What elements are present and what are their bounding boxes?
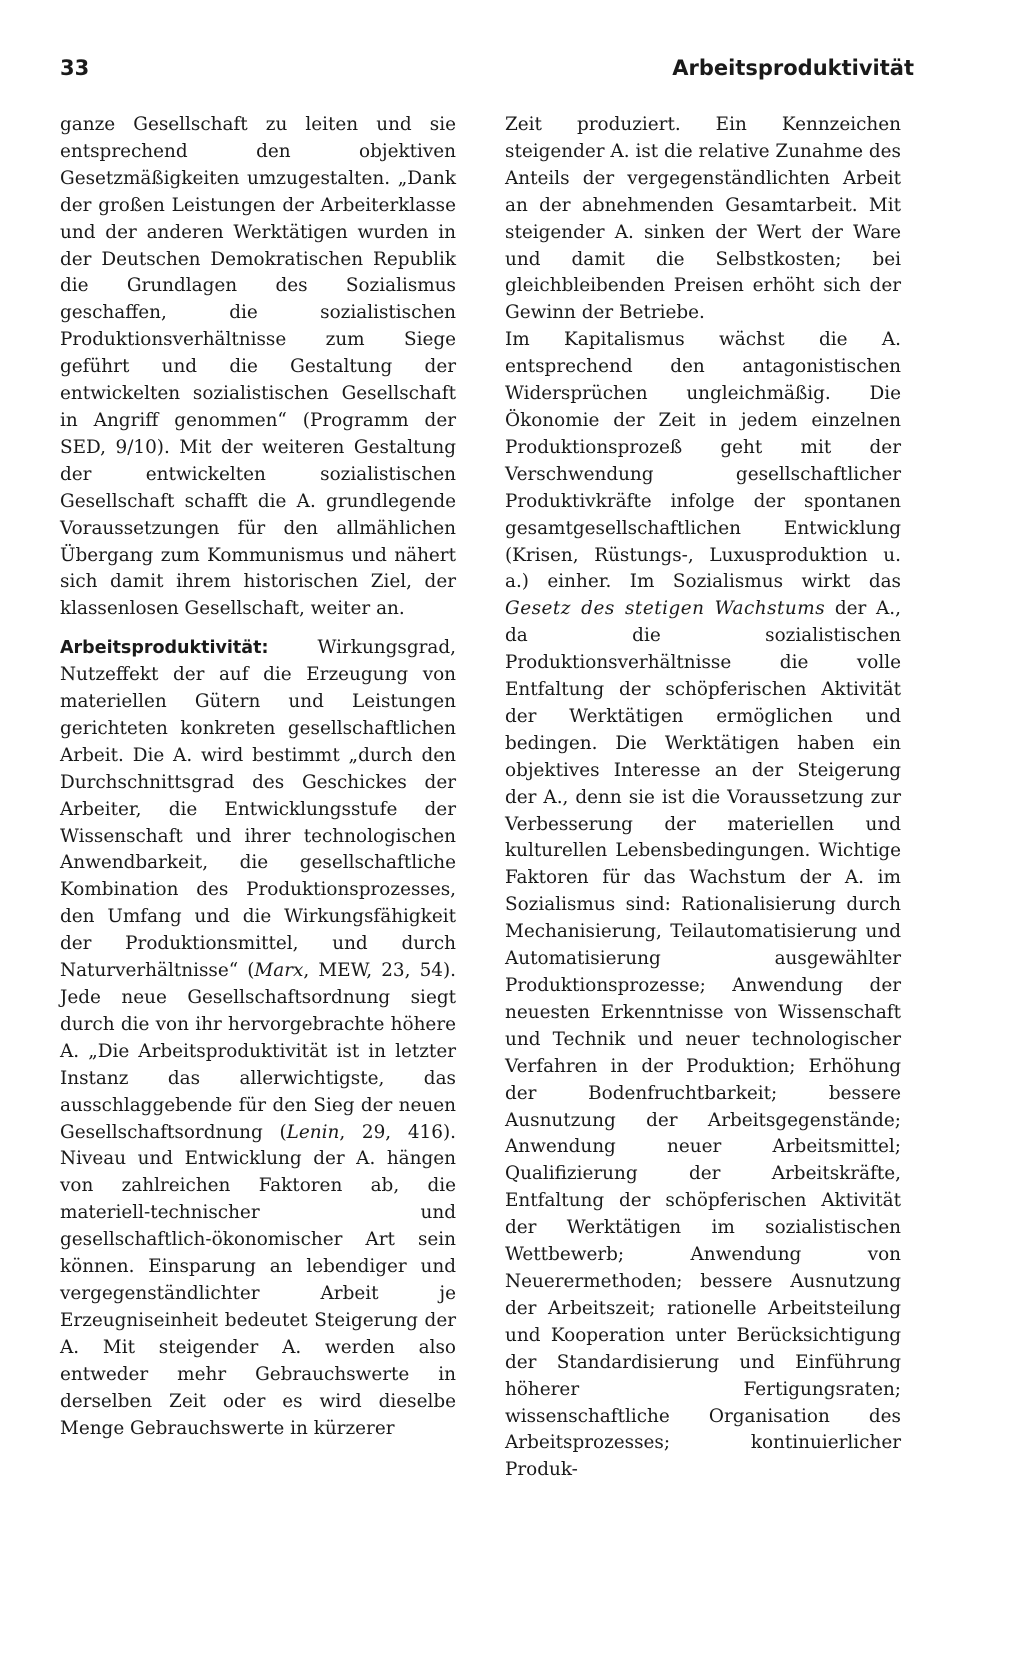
cross-reference-law: Gesetz des stetigen Wachstums: [505, 598, 826, 620]
paragraph-1-text: Zeit produziert. Ein Kennzeichen steigender A. ist die relative Zunahme des Anteils der vergegenständlichten Arbeit an der abnehmenden Gesamtarbeit. Mit steigender A. sinken der Wert der Ware und damit die Selbstkosten; bei gleichbleibenden Preisen erhöht sich der Gewinn der Betriebe.: [505, 114, 901, 324]
reference-marx: Marx: [254, 960, 304, 982]
dictionary-entry: [60, 635, 456, 1442]
entry-text-part1: Wirkungsgrad, Nutzeffekt der auf die Erzeugung von materiellen Gütern und Leistungen gerichteten konkreten gesellschaftlichen Arbeit. Die A. wird bestimmt „durch den Durchschnittsgrad des Geschickes der Arbeiter, die Entwicklungsstufe der Wissenschaft und ihrer technologischen Anwendbarkeit, die gesellschaftliche Kombination des Produktionsprozesses, den Umfang und die Wirkungsfähigkeit der Produktionsmittel, und durch Naturverhältnisse“ (: [60, 637, 456, 982]
reference-lenin: Lenin: [286, 1121, 340, 1143]
running-head: Arbeitsproduktivität: [672, 56, 914, 80]
paragraph-2-text-b: der A., da die sozialistischen Produktionsverhältnisse die volle Entfaltung der schöpferischen Aktivität der Werktätigen ermöglichen und bedingen. Die Werktätigen haben ein objektives Interesse an der Steigerung der A., denn sie ist die Voraussetzung zur Verbesserung der materiellen und kulturellen Lebensbedingungen. Wichtige Faktoren für das Wachstum der A. im Sozialismus sind: Rationalisierung durch Mechanisierung, Teilautomatisierung und Automatisierung ausgewählter Produktionsprozesse; Anwendung der neuesten Erkenntnisse von Wissenschaft und Technik und neuer technologischer Verfahren in der Produktion; Erhöhung der Bodenfruchtbarkeit; bessere Ausnutzung der Arbeitsgegenstände; Anwendung neuer Arbeitsmittel; Qualifizierung der Arbeitskräfte, Entfaltung der schöpferischen Aktivität der Werktätigen im sozialistischen Wettbewerb; Anwendung von Neuerermethoden; bessere Ausnutzung der Arbeitszeit; rationelle Arbeitsteilung und Kooperation unter Berücksichtigung der Standardisierung und Einführung höherer Fertigungsraten; wissenschaftliche Organisation des Arbeitsprozesses; kontinuierlicher Produk-: [505, 598, 901, 1481]
paragraph-1: [505, 112, 901, 327]
paragraph-2-text-a: Im Kapitalismus wächst die A. entsprechend den antagonistischen Widersprüchen ungleichmäßig. Die Ökonomie der Zeit in jedem einzelnen Produktionsprozeß geht mit der Verschwendung gesellschaftlicher Produktivkräfte infolge der spontanen gesamtgesellschaftlichen Entwicklung (Krisen, Rüstungs-, Luxusproduktion u. a.) einher. Im Sozialismus wirkt das: [505, 329, 901, 593]
left-column: [60, 112, 456, 1442]
paragraph-2: [505, 327, 901, 1484]
entry-text-part3: , 29, 416). Niveau und Entwicklung der A. hängen von zahlreichen Faktoren ab, die materiell-technischer und gesellschaftlich-ökonomischer Art sein können. Einsparung an lebendiger und vergegenständlichter Arbeit je Erzeugniseinheit bedeutet Steigerung der A. Mit steigender A. werden also entweder mehr Gebrauchswerte in derselben Zeit oder es wird dieselbe Menge Gebrauchswerte in kürzerer: [60, 1121, 456, 1439]
page-number: 33: [60, 56, 90, 80]
page-header: [60, 56, 914, 92]
entry-lemma: Arbeitsproduktivität:: [60, 638, 269, 659]
continued-paragraph: [60, 112, 456, 623]
right-column: [505, 112, 901, 1484]
entry-text-part2: , MEW, 23, 54). Jede neue Gesellschaftsordnung siegt durch die von ihr hervorgebrachte höhere A. „Die Arbeitsproduktivität ist in letzter Instanz das allerwichtigste, das ausschlaggebende für den Sieg der neuen Gesellschaftsordnung (: [60, 960, 457, 1143]
continued-text: ganze Gesellschaft zu leiten und sie entsprechend den objektiven Gesetzmäßigkeiten umzugestalten. „Dank der großen Leistungen der Arbeiterklasse und der anderen Werktätigen wurden in der Deutschen Demokratischen Republik die Grundlagen des Sozialismus geschaffen, die sozialistischen Produktionsverhältnisse zum Siege geführt und die Gestaltung der entwickelten sozialistischen Gesellschaft in Angriff genommen“ (Programm der SED, 9/10). Mit der weiteren Gestaltung der entwickelten sozialistischen Gesellschaft schafft die A. grundlegende Voraussetzungen für den allmählichen Übergang zum Kommunismus und nähert sich damit ihrem historischen Ziel, der klassenlosen Gesellschaft, weiter an.: [60, 114, 456, 620]
